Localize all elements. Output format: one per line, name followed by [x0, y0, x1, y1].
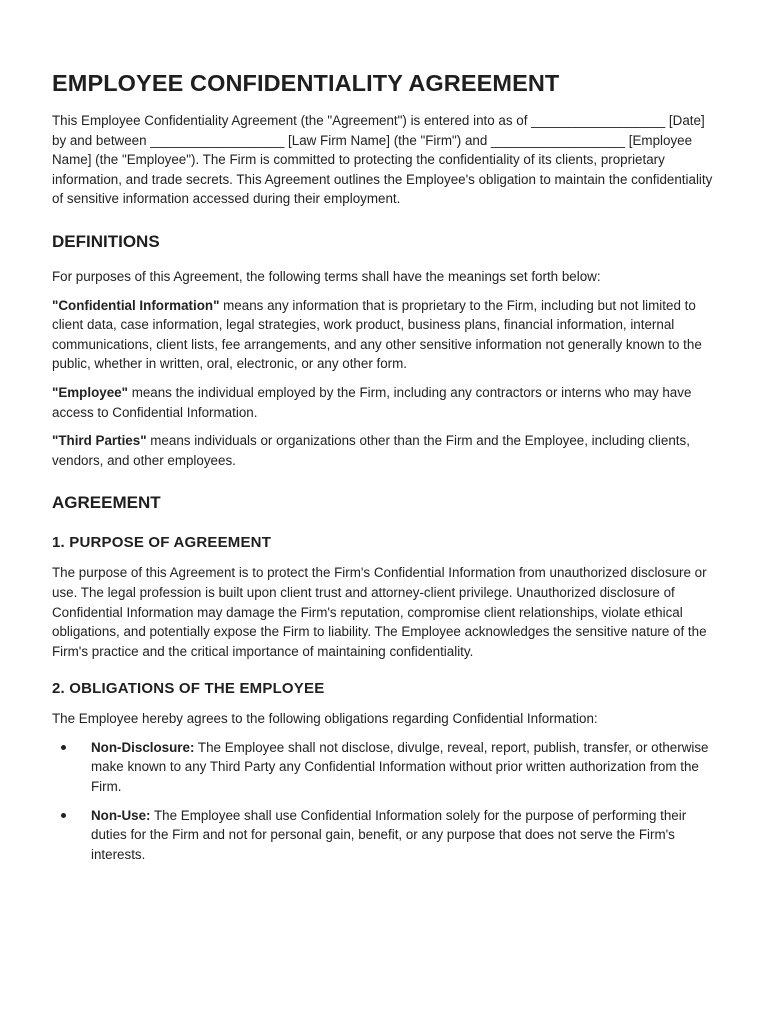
obligation-text: The Employee shall not disclose, divulge, reveal, report, publish, transfer, or otherwise make known to any Third Party any Confidential Information without prior written authorization from the Firm.	[91, 739, 709, 795]
obligations-intro: The Employee hereby agrees to the following obligations regarding Confidential Information:	[52, 711, 598, 727]
list-item	[52, 738, 720, 797]
obligations-list	[52, 738, 720, 865]
definition-item	[52, 296, 720, 374]
definition-text: means any information that is proprietary to the Firm, including but not limited to client data, case information, legal strategies, work product, business plans, financial information, internal communications, client lists, fee arrangements, and any other sensitive information not generally known to the public, whether in written, oral, electronic, or any other form.	[52, 297, 702, 372]
obligations-heading: 2. OBLIGATIONS OF THE EMPLOYEE	[52, 680, 325, 698]
document-title: EMPLOYEE CONFIDENTIALITY AGREEMENT	[52, 70, 560, 96]
bullet-icon	[61, 813, 66, 818]
definitions-intro: For purposes of this Agreement, the following terms shall have the meanings set forth below:	[52, 268, 601, 284]
definition-term: "Confidential Information"	[52, 297, 220, 313]
bullet-icon	[61, 745, 66, 750]
obligation-term: Non-Disclosure:	[91, 739, 195, 755]
definitions-heading: DEFINITIONS	[52, 231, 160, 251]
purpose-heading: 1. PURPOSE OF AGREEMENT	[52, 534, 272, 552]
definition-term: "Third Parties"	[52, 433, 147, 449]
obligation-text: The Employee shall use Confidential Information solely for the purpose of performing their duties for the Firm and not for personal gain, benefit, or any purpose that does not serve the Firm's interests.	[91, 807, 687, 862]
definition-term: "Employee"	[52, 384, 128, 400]
definition-item	[52, 383, 720, 422]
agreement-heading: AGREEMENT	[52, 493, 161, 513]
list-item	[52, 806, 720, 865]
definition-text: means the individual employed by the Firm, including any contractors or interns who may have access to Confidential Information.	[52, 384, 692, 420]
definition-item	[52, 431, 720, 470]
purpose-paragraph: The purpose of this Agreement is to protect the Firm's Confidential Information from unauthorized disclosure or use. The legal profession is built upon client trust and attorney-client privilege. Unauthorized disclosure of Confidential Information may damage the Firm's reputation, compromise client relationships, violate ethical obligations, and potentially expose the Firm to liability. The Employee acknowledges the sensitive nature of the Firm's practice and the critical importance of maintaining confidentiality.	[52, 565, 707, 659]
obligation-term: Non-Use:	[91, 807, 151, 823]
intro-paragraph: This Employee Confidentiality Agreement (the "Agreement") is entered into as of __________________ [Date] by and between __________________ [Law Firm Name] (the "Firm") and __________________ [Employee Name] (the "Employee"). The Firm is committed to protecting the confidentiality of its clients, proprietary information, and trade secrets. This Agreement outlines the Employee's obligation to maintain the confidentiality of sensitive information accessed during their employment.	[52, 113, 713, 207]
definition-text: means individuals or organizations other than the Firm and the Employee, including clients, vendors, and other employees.	[52, 433, 690, 468]
